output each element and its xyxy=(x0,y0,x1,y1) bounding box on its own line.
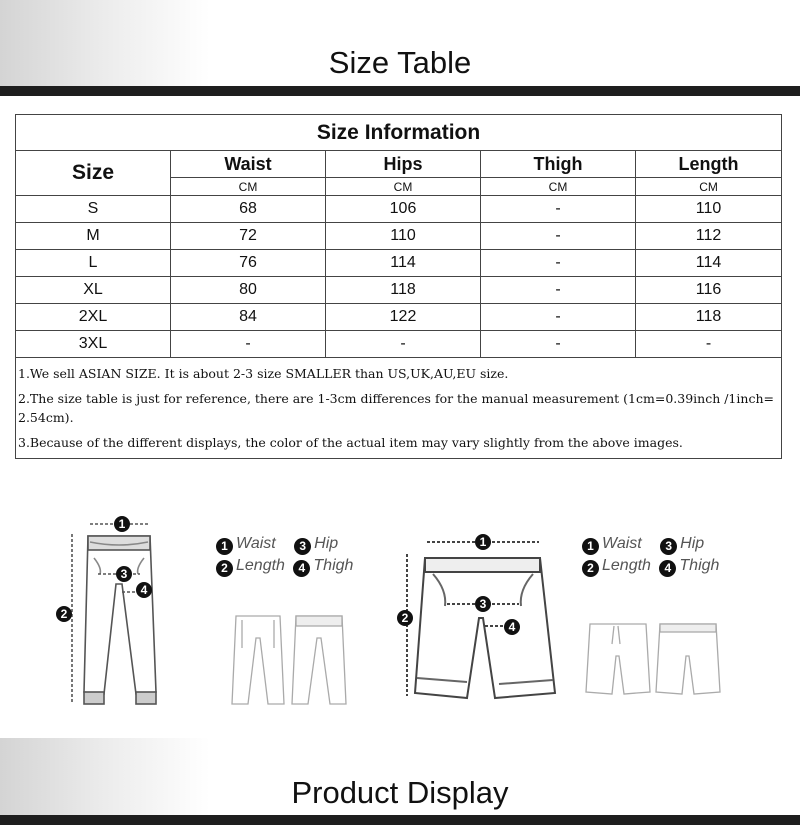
number-3-icon: 3 xyxy=(294,538,311,555)
size-column-header: Size xyxy=(16,151,171,196)
size-cell: S xyxy=(16,196,171,223)
waist-column-header: Waist xyxy=(171,151,326,178)
marker-hip: 3 xyxy=(120,567,128,581)
note-measurement-difference: 2.The size table is just for reference, there are 1-3cm differences for the manual measurement (1cm=0.39inch /1inch= 2.54cm). xyxy=(18,391,774,425)
number-2-icon: 2 xyxy=(582,560,599,577)
size-table-banner xyxy=(0,0,800,96)
table-row xyxy=(16,304,782,331)
hips-cell: 122 xyxy=(326,304,481,331)
marker-thigh: 4 xyxy=(508,620,516,634)
length-column-header: Length xyxy=(636,151,782,178)
size-cell: M xyxy=(16,223,171,250)
product-display-banner xyxy=(0,738,800,840)
hips-cell: 114 xyxy=(326,250,481,277)
thigh-cell: - xyxy=(481,196,636,223)
waist-cell: 72 xyxy=(171,223,326,250)
number-2-icon: 2 xyxy=(216,560,233,577)
legend-hip: Hip xyxy=(680,535,705,552)
marker-length: 2 xyxy=(60,607,68,621)
number-4-icon: 4 xyxy=(659,560,676,577)
table-row xyxy=(16,250,782,277)
thigh-column-header: Thigh xyxy=(481,151,636,178)
legend-waist: Waist xyxy=(602,535,642,552)
waist-cell: 84 xyxy=(171,304,326,331)
number-1-icon: 1 xyxy=(216,538,233,555)
shorts-legend xyxy=(582,535,719,579)
shorts-measurement-diagram xyxy=(395,528,560,706)
waist-cell: - xyxy=(171,331,326,358)
hips-cell: 118 xyxy=(326,277,481,304)
table-row xyxy=(16,196,782,223)
pants-product-thumbnails xyxy=(228,608,363,710)
waist-cell: 80 xyxy=(171,277,326,304)
thigh-cell: - xyxy=(481,277,636,304)
note-color-variation: 3.Because of the different displays, the color of the actual item may vary slightly from the above images. xyxy=(18,435,683,450)
size-notes xyxy=(16,358,782,459)
hips-cell: - xyxy=(326,331,481,358)
table-caption: Size Information xyxy=(16,115,782,151)
hips-cell: 110 xyxy=(326,223,481,250)
size-cell: L xyxy=(16,250,171,277)
table-row xyxy=(16,223,782,250)
length-cell: 112 xyxy=(636,223,782,250)
marker-waist: 1 xyxy=(479,535,487,549)
size-cell: 2XL xyxy=(16,304,171,331)
thigh-unit: CM xyxy=(481,178,636,196)
length-cell: 118 xyxy=(636,304,782,331)
thigh-cell: - xyxy=(481,223,636,250)
marker-waist: 1 xyxy=(118,517,126,531)
size-information-table xyxy=(15,114,782,459)
marker-length: 2 xyxy=(401,611,409,625)
size-cell: XL xyxy=(16,277,171,304)
shorts-product-thumbnails xyxy=(584,618,724,700)
length-cell: - xyxy=(636,331,782,358)
note-asian-size: 1.We sell ASIAN SIZE. It is about 2-3 size SMALLER than US,UK,AU,EU size. xyxy=(18,366,509,381)
length-cell: 114 xyxy=(636,250,782,277)
thigh-cell: - xyxy=(481,250,636,277)
marker-hip: 3 xyxy=(479,597,487,611)
number-4-icon: 4 xyxy=(293,560,310,577)
number-3-icon: 3 xyxy=(660,538,677,555)
legend-length: Length xyxy=(602,557,651,574)
legend-hip: Hip xyxy=(314,535,339,552)
hips-column-header: Hips xyxy=(326,151,481,178)
size-cell: 3XL xyxy=(16,331,171,358)
legend-waist: Waist xyxy=(236,535,276,552)
legend-thigh: Thigh xyxy=(313,557,354,574)
legend-thigh: Thigh xyxy=(679,557,720,574)
length-cell: 116 xyxy=(636,277,782,304)
marker-thigh: 4 xyxy=(140,583,148,597)
thigh-cell: - xyxy=(481,331,636,358)
hips-cell: 106 xyxy=(326,196,481,223)
table-row xyxy=(16,331,782,358)
banner-divider xyxy=(0,815,800,825)
waist-unit: CM xyxy=(171,178,326,196)
length-unit: CM xyxy=(636,178,782,196)
number-1-icon: 1 xyxy=(582,538,599,555)
table-row xyxy=(16,277,782,304)
waist-cell: 76 xyxy=(171,250,326,277)
hips-unit: CM xyxy=(326,178,481,196)
thigh-cell: - xyxy=(481,304,636,331)
banner-title: Size Table xyxy=(328,45,472,80)
pants-legend xyxy=(216,535,353,579)
pants-measurement-diagram xyxy=(50,512,180,717)
length-cell: 110 xyxy=(636,196,782,223)
legend-length: Length xyxy=(236,557,285,574)
waist-cell: 68 xyxy=(171,196,326,223)
banner-title: Product Display xyxy=(291,775,509,810)
banner-divider xyxy=(0,86,800,96)
